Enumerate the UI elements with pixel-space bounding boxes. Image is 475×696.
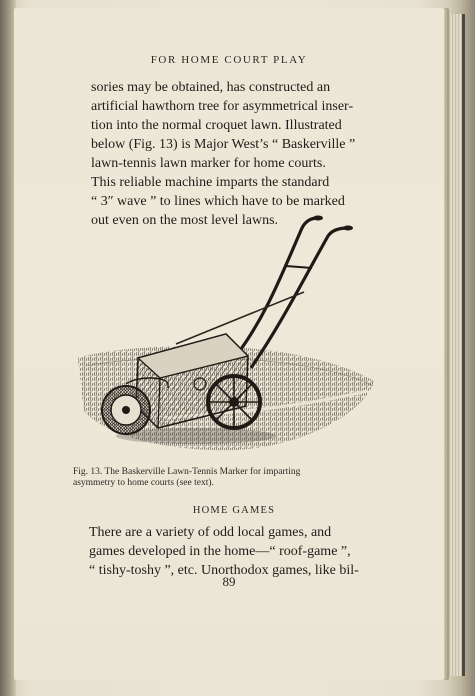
text-line: “ 3″ wave ” to lines which have to be marked (91, 194, 345, 209)
handle-bar (236, 218, 318, 356)
text-line: There are a variety of odd local games, and (89, 525, 332, 540)
caption-line: Fig. 13. The Baskerville Lawn-Tennis Marker for imparting (73, 467, 301, 477)
text-line: below (Fig. 13) is Major West’s “ Baskerville ” (91, 137, 356, 152)
text-line: games developed in the home—“ roof-game ”, (89, 544, 351, 559)
paragraph-2 (89, 523, 389, 580)
text-line: sories may be obtained, has constructed an (91, 80, 331, 95)
text-line: artificial hawthorn tree for asymmetrical inser- (91, 99, 354, 114)
book-page (14, 8, 444, 680)
lawn-marker-illustration (76, 206, 376, 461)
figure-caption (73, 467, 385, 489)
text-line: lawn-tennis lawn marker for home courts. (91, 156, 326, 171)
page-number: 89 (222, 574, 236, 589)
text-line: tion into the normal croquet lawn. Illustrated (91, 118, 342, 133)
caption-line: asymmetry to home courts (see text). (73, 478, 214, 488)
running-head: FOR HOME COURT PLAY (150, 54, 308, 66)
page-stack-edge (442, 14, 465, 676)
text-line: “ tishy-toshy ”, etc. Unorthodox games, like bil- (89, 563, 359, 578)
text-line: This reliable machine imparts the standard (91, 175, 330, 190)
section-heading: HOME GAMES (192, 505, 276, 516)
text-line: out even on the most level lawns. (91, 213, 279, 228)
